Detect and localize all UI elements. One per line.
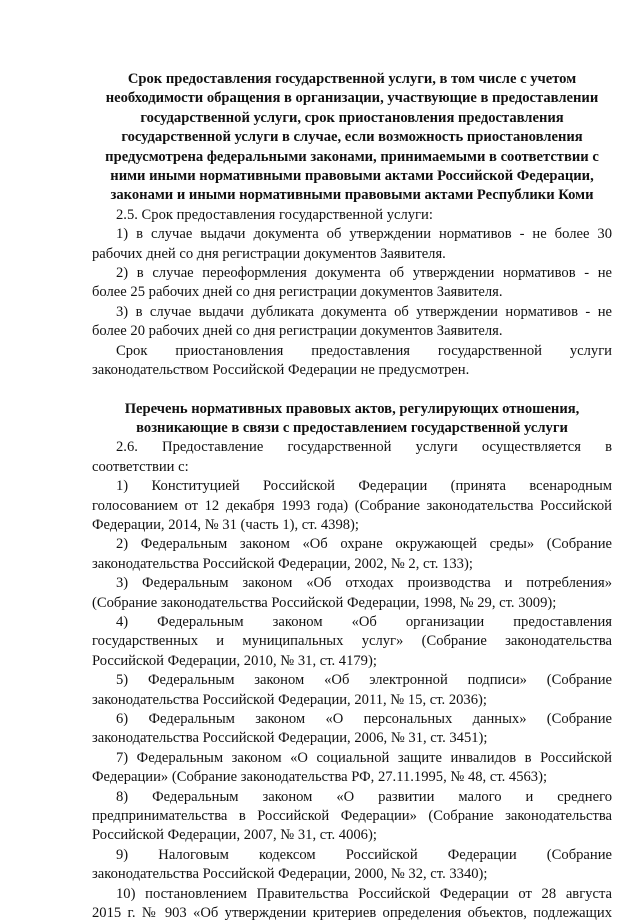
paragraph-line: 3) Федеральным законом «Об отходах производства и потребления» xyxy=(116,575,612,592)
paragraph-line: предпринимательства в Российской Федерации» (Собрание законодательства xyxy=(92,808,612,825)
paragraph-line: 10) постановлением Правительства Российской Федерации от 28 августа xyxy=(116,885,612,902)
paragraph-line: 2.5. Срок предоставления государственной услуги: xyxy=(116,206,433,223)
paragraph-line: 8) Федеральным законом «О развитии малого и среднего xyxy=(116,788,612,805)
paragraph-2-5-item-2 xyxy=(92,264,612,303)
heading-line: ними иными нормативными правовыми актами Российской Федерации, xyxy=(110,168,594,185)
paragraph-line: Федерации» (Собрание законодательства РФ, 27.11.1995, № 48, ст. 4563); xyxy=(92,769,548,786)
paragraph-2-5-item-3 xyxy=(92,303,612,342)
paragraph-line: более 20 рабочих дней со дня регистрации документов Заявителя. xyxy=(92,323,503,340)
heading-line: необходимости обращения в организации, участвующие в предоставлении xyxy=(105,90,599,107)
paragraph-line: законодательства Российской Федерации, 2011, № 15, ст. 2036); xyxy=(92,691,487,708)
paragraph-line: государственных и муниципальных услуг» (Собрание законодательства xyxy=(92,633,612,650)
paragraph-line: 2015 г. № 903 «Об утверждении критериев определения объектов, подлежащих xyxy=(92,905,612,922)
paragraph-line: 1) в случае выдачи документа об утверждении нормативов - не более 30 xyxy=(116,226,612,243)
paragraph-line: 5) Федеральным законом «Об электронной подписи» (Собрание xyxy=(116,672,612,689)
section-spacer xyxy=(92,381,612,400)
paragraph-line: (Собрание законодательства Российской Федерации, 1998, № 29, ст. 3009); xyxy=(92,594,557,611)
legal-act-item-7 xyxy=(92,749,612,788)
legal-act-item-4 xyxy=(92,613,612,671)
paragraph-line: 2) Федеральным законом «Об охране окружающей среды» (Собрание xyxy=(116,536,612,553)
paragraph-line: 6) Федеральным законом «О персональных данных» (Собрание xyxy=(116,711,612,727)
heading-line: возникающие в связи с предоставлением государственной услуги xyxy=(136,419,568,436)
paragraph-suspension-term xyxy=(92,342,612,381)
heading-line: государственной услуги в случае, если возможность приостановления xyxy=(121,129,583,146)
legal-act-item-8 xyxy=(92,788,612,846)
paragraph-line: голосованием от 12 декабря 1993 года) (Собрание законодательства Российской xyxy=(92,497,612,514)
paragraph-line: 1) Конституцией Российской Федерации (принята всенародным xyxy=(116,478,612,495)
heading-line: предусмотрена федеральными законами, принимаемыми в соответствии с xyxy=(105,148,599,165)
paragraph-2-5-item-1 xyxy=(92,225,612,264)
legal-act-item-2 xyxy=(92,535,612,574)
paragraph-2-5 xyxy=(92,206,612,225)
paragraph-line: соответствии с: xyxy=(92,458,189,475)
heading-line: законами и иными нормативными правовыми актами Республики Коми xyxy=(110,187,594,204)
paragraph-2-6 xyxy=(92,438,612,477)
paragraph-line: Российской Федерации, 2007, № 31, ст. 4006); xyxy=(92,827,377,844)
heading-line: Перечень нормативных правовых актов, регулирующих отношения, xyxy=(124,400,580,417)
paragraph-line: более 25 рабочих дней со дня регистрации документов Заявителя. xyxy=(92,284,503,301)
legal-act-item-9 xyxy=(92,846,612,885)
legal-act-item-1 xyxy=(92,477,612,535)
paragraph-line: 7) Федеральным законом «О социальной защите инвалидов в Российской xyxy=(116,749,612,766)
paragraph-line: 9) Налоговым кодексом Российской Федерации (Собрание xyxy=(116,846,612,863)
paragraph-line: законодательством Российской Федерации не предусмотрен. xyxy=(92,362,470,379)
document-body xyxy=(92,70,612,923)
paragraph-line: законодательства Российской Федерации, 2002, № 2, ст. 133); xyxy=(92,555,473,572)
legal-act-item-6 xyxy=(92,710,612,749)
paragraph-line: 3) в случае выдачи дубликата документа об утверждении нормативов - не xyxy=(116,303,612,320)
paragraph-line: законодательства Российской Федерации, 2006, № 31, ст. 3451); xyxy=(92,730,488,747)
section-heading-service-term xyxy=(92,70,612,206)
section-heading-legal-acts xyxy=(92,400,612,439)
paragraph-line: 2) в случае переоформления документа об утверждении нормативов - не xyxy=(116,265,612,282)
heading-line: государственной услуги, срок приостановления предоставления xyxy=(140,109,564,126)
paragraph-line: 4) Федеральным законом «Об организации предоставления xyxy=(116,613,612,630)
paragraph-line: Федерации, 2014, № 31 (часть 1), ст. 4398); xyxy=(92,516,359,533)
paragraph-line: Российской Федерации, 2010, № 31, ст. 4179); xyxy=(92,652,377,669)
legal-act-item-10 xyxy=(92,885,612,923)
paragraph-line: законодательства Российской Федерации, 2000, № 32, ст. 3340); xyxy=(92,866,488,883)
legal-act-item-5 xyxy=(92,671,612,710)
legal-act-item-3 xyxy=(92,574,612,613)
paragraph-line: рабочих дней со дня регистрации документов Заявителя. xyxy=(92,245,446,262)
heading-line: Срок предоставления государственной услуги, в том числе с учетом xyxy=(127,71,577,87)
paragraph-line: 2.6. Предоставление государственной услуги осуществляется в xyxy=(116,439,612,456)
paragraph-line: Срок приостановления предоставления государственной услуги xyxy=(116,342,612,359)
